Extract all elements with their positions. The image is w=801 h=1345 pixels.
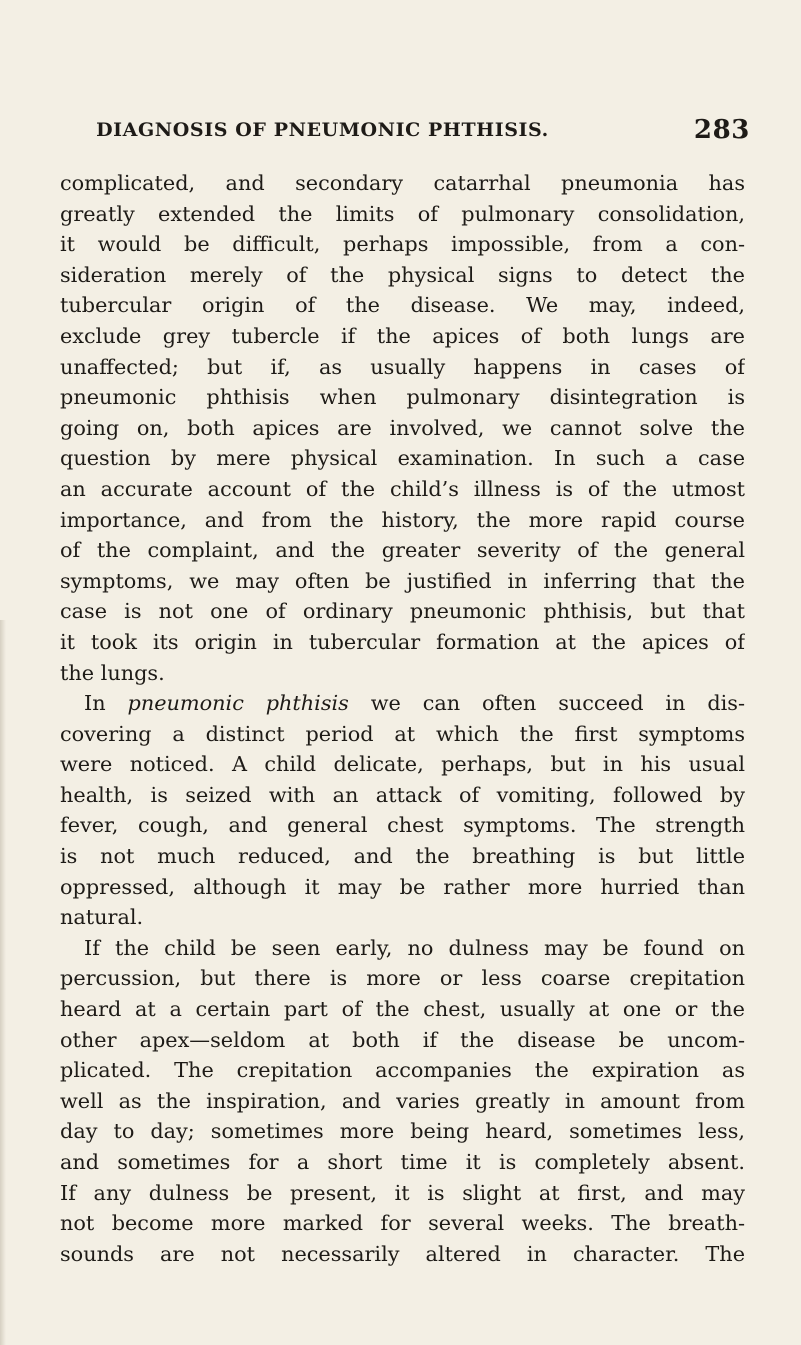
text-line: other apex—seldom at both if the disease be uncom- — [60, 1027, 745, 1052]
text-line: fever, cough, and general chest symptoms. The strength — [60, 813, 745, 838]
text-line: an accurate account of the child’s illness is of the utmost — [60, 476, 745, 501]
text-line: day to day; sometimes more being heard, sometimes less, — [60, 1119, 745, 1144]
running-head — [60, 115, 750, 145]
text-line: greatly extended the limits of pulmonary consolidation, — [60, 201, 745, 226]
text-line: going on, both apices are involved, we cannot solve the — [60, 415, 745, 440]
text-line: case is not one of ordinary pneumonic phthisis, but that — [60, 599, 745, 624]
text-line: were noticed. A child delicate, perhaps, but in his usual — [60, 752, 745, 777]
text-line: unaffected; but if, as usually happens in cases of — [60, 354, 745, 379]
text-line: In pneumonic phthisis we can often succeed in dis- — [84, 691, 745, 716]
text-line: well as the inspiration, and varies greatly in amount from — [60, 1088, 745, 1113]
text-line: complicated, and secondary catarrhal pneumonia has — [60, 171, 745, 195]
text-line: sounds are not necessarily altered in character. The — [60, 1241, 745, 1266]
text-line: natural. — [60, 905, 144, 930]
text-line: oppressed, although it may be rather more hurried than — [60, 874, 745, 899]
text-line: heard at a certain part of the chest, usually at one or the — [60, 997, 745, 1022]
text-line: the lungs. — [60, 660, 165, 685]
text-line: pneumonic phthisis when pulmonary disintegration is — [60, 385, 745, 410]
text-line: plicated. The crepitation accompanies the expiration as — [60, 1058, 745, 1083]
text-line: is not much reduced, and the breathing is but little — [60, 844, 745, 869]
text-line: If the child be seen early, no dulness may be found on — [84, 935, 745, 960]
text-line: and sometimes for a short time it is completely absent. — [60, 1150, 745, 1174]
text-line: covering a distinct period at which the first symptoms — [60, 721, 745, 746]
text-line: percussion, but there is more or less coarse crepitation — [60, 966, 745, 991]
text-line: it would be difficult, perhaps impossible, from a con- — [60, 232, 745, 257]
running-head-title: DIAGNOSIS OF PNEUMONIC PHTHISIS. — [96, 119, 549, 141]
body-text — [60, 168, 745, 1269]
text-line: sideration merely of the physical signs to detect the — [60, 262, 745, 287]
text-line: it took its origin in tubercular formation at the apices of — [60, 629, 745, 654]
scan-shadow-edge — [0, 620, 6, 1345]
page-number: 283 — [693, 115, 750, 145]
text-line: question by mere physical examination. In such a case — [60, 446, 745, 471]
text-line: of the complaint, and the greater severity of the general — [60, 538, 745, 563]
text-line: tubercular origin of the disease. We may, indeed, — [60, 293, 745, 318]
text-line: importance, and from the history, the more rapid course — [60, 507, 745, 532]
text-line: If any dulness be present, it is slight at first, and may — [60, 1180, 745, 1205]
text-line: health, is seized with an attack of vomiting, followed by — [60, 782, 745, 807]
text-line: not become more marked for several weeks. The breath- — [60, 1211, 745, 1236]
text-line: symptoms, we may often be justified in inferring that the — [60, 568, 745, 593]
text-line: exclude grey tubercle if the apices of both lungs are — [60, 323, 745, 348]
italic-term: pneumonic phthisis — [127, 691, 349, 716]
